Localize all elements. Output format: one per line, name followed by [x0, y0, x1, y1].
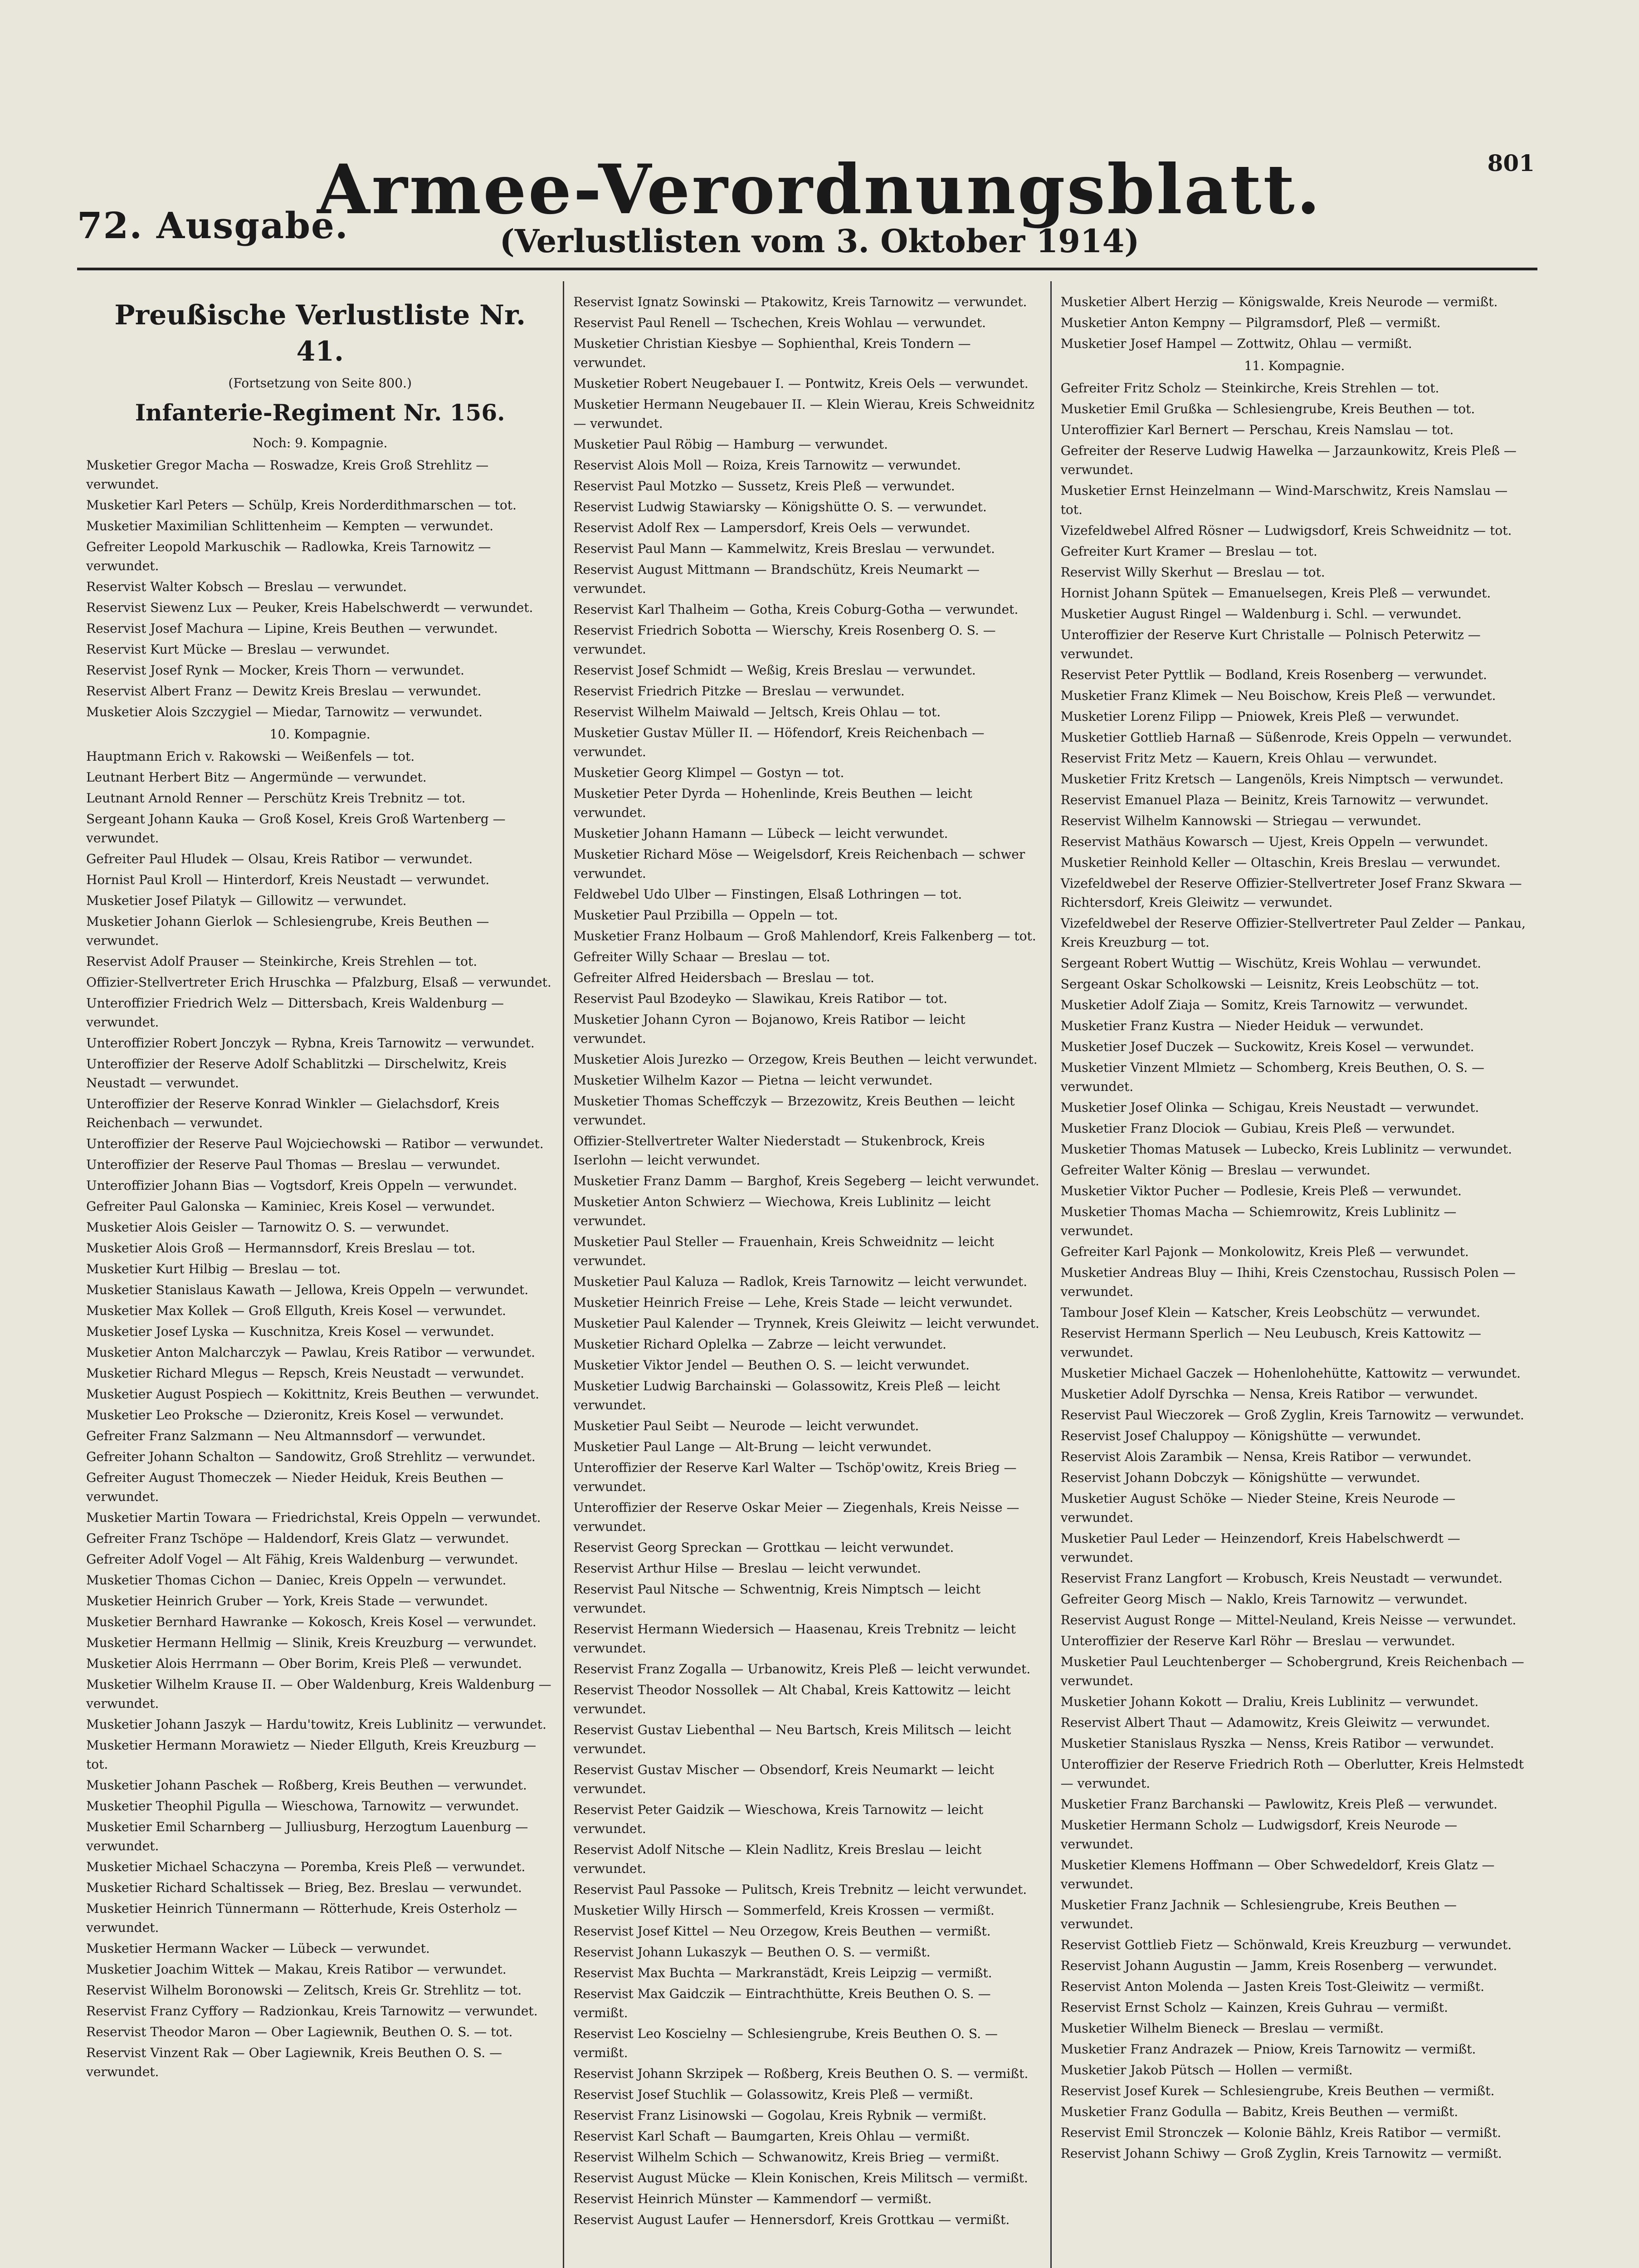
casualty-entry: Reservist Emil Stronczek — Kolonie Bählz, Kreis Ratibor — vermißt. — [1060, 2125, 1502, 2140]
casualty-entry: Musketier Bernhard Hawranke — Kokosch, Kreis Kosel — verwundet. — [86, 1614, 537, 1629]
casualty-entry: Reservist Wilhelm Maiwald — Jeltsch, Kreis Ohlau — tot. — [573, 704, 941, 719]
casualty-entry: Reservist Kurt Mücke — Breslau — verwundet. — [86, 642, 390, 657]
list-heading: Preußische Verlustliste Nr. 41. — [114, 299, 526, 367]
casualty-entry: Musketier Alois Szczygiel — Miedar, Tarnowitz — verwundet. — [86, 704, 483, 719]
casualty-entry: Reservist Paul Mann — Kammelwitz, Kreis Breslau — verwundet. — [573, 541, 995, 556]
casualty-entry: Musketier Heinrich Gruber — York, Kreis Stade — verwundet. — [86, 1593, 488, 1608]
casualty-entry: Musketier Johann Cyron — Bojanowo, Kreis Ratibor — leicht verwundet. — [573, 1012, 966, 1046]
casualty-entry: Feldwebel Udo Ulber — Finstingen, Elsaß Lothringen — tot. — [573, 887, 962, 902]
column-2 — [563, 281, 1050, 2268]
casualty-entry: Reservist Karl Schaft — Baumgarten, Kreis Ohlau — vermißt. — [573, 2129, 970, 2144]
casualty-entry: Reservist Johann Dobczyk — Königshütte — verwundet. — [1060, 1470, 1420, 1485]
casualty-entry: Hornist Johann Spütek — Emanuelsegen, Kreis Pleß — verwundet. — [1060, 586, 1491, 601]
casualty-entry: Musketier Gustav Müller II. — Höfendorf, Kreis Reichenbach — verwundet. — [573, 725, 985, 759]
casualty-entry: Reservist Josef Stuchlik — Golassowitz, Kreis Pleß — vermißt. — [573, 2087, 974, 2102]
casualty-entry: Reservist Josef Rynk — Mocker, Kreis Thorn — verwundet. — [86, 663, 464, 678]
casualty-entry: Musketier Wilhelm Krause II. — Ober Waldenburg, Kreis Waldenburg — verwundet. — [86, 1677, 551, 1711]
entry-list — [1061, 379, 1528, 2163]
casualty-entry: Musketier Richard Oplelka — Zabrze — leicht verwundet. — [573, 1337, 946, 1352]
casualty-entry: Reservist Mathäus Kowarsch — Ujest, Kreis Oppeln — verwundet. — [1060, 834, 1488, 849]
casualty-entry: Reservist Wilhelm Boronowski — Zelitsch, Kreis Gr. Strehlitz — tot. — [86, 1983, 522, 1998]
casualty-entry: Vizefeldwebel der Reserve Offizier-Stellvertreter Josef Franz Skwara — Richtersdorf, Kreis Gleiwitz — verwundet. — [1060, 876, 1522, 910]
casualty-entry: Musketier Joachim Wittek — Makau, Kreis Ratibor — verwundet. — [86, 1962, 507, 1977]
casualty-entry: Reservist Ernst Scholz — Kainzen, Kreis Guhrau — vermißt. — [1060, 2000, 1448, 2015]
casualty-entry: Unteroffizier der Reserve Paul Wojciechowski — Ratibor — verwundet. — [86, 1136, 544, 1151]
casualty-entry: Musketier Heinrich Tünnermann — Rötterhude, Kreis Osterholz — verwundet. — [86, 1901, 517, 1935]
casualty-entry: Vizefeldwebel der Reserve Offizier-Stellvertreter Paul Zelder — Pankau, Kreis Kreuzburg — tot. — [1060, 916, 1526, 950]
casualty-entry: Musketier Andreas Bluy — Ihihi, Kreis Czenstochau, Russisch Polen — verwundet. — [1060, 1265, 1516, 1299]
issue-label: 72. Ausgabe. — [77, 204, 349, 247]
casualty-entry: Musketier Paul Przibilla — Oppeln — tot. — [573, 908, 838, 923]
casualty-entry: Musketier Vinzent Mlmietz — Schomberg, Kreis Beuthen, O. S. — verwundet. — [1060, 1060, 1485, 1094]
casualty-entry: Musketier Ernst Heinzelmann — Wind-Marschwitz, Kreis Namslau — tot. — [1060, 483, 1508, 517]
casualty-entry: Musketier Josef Pilatyk — Gillowitz — verwundet. — [86, 893, 407, 908]
casualty-entry: Gefreiter der Reserve Ludwig Hawelka — Jarzaunkowitz, Kreis Pleß — verwundet. — [1060, 443, 1517, 477]
casualty-entry: Musketier Gregor Macha — Roswadze, Kreis Groß Strehlitz — verwundet. — [86, 458, 489, 492]
casualty-entry: Reservist Heinrich Münster — Kammendorf — vermißt. — [573, 2191, 932, 2206]
casualty-entry: Reservist Theodor Nossollek — Alt Chabal, Kreis Kattowitz — leicht verwundet. — [573, 1682, 1011, 1716]
casualty-entry: Musketier Paul Steller — Frauenhain, Kreis Schweidnitz — leicht verwundet. — [573, 1234, 995, 1268]
casualty-entry: Reservist Paul Bzodeyko — Slawikau, Kreis Ratibor — tot. — [573, 991, 948, 1006]
casualty-entry: Reservist Josef Schmidt — Weßig, Kreis Breslau — verwundet. — [573, 663, 976, 678]
casualty-entry: Reservist Alois Moll — Roiza, Kreis Tarnowitz — verwundet. — [573, 458, 961, 473]
casualty-entry: Reservist Ignatz Sowinski — Ptakowitz, Kreis Tarnowitz — verwundet. — [573, 294, 1027, 309]
casualty-entry: Musketier Wilhelm Bieneck — Breslau — vermißt. — [1060, 2021, 1384, 2036]
casualty-entry: Gefreiter Willy Schaar — Breslau — tot. — [573, 949, 830, 964]
casualty-entry: Gefreiter Leopold Markuschik — Radlowka, Kreis Tarnowitz — verwundet. — [86, 539, 491, 573]
continuation-note: (Fortsetzung von Seite 800.) — [228, 376, 412, 391]
casualty-entry: Reservist August Ronge — Mittel-Neuland, Kreis Neisse — verwundet. — [1060, 1613, 1517, 1628]
casualty-entry: Offizier-Stellvertreter Walter Niederstadt — Stukenbrock, Kreis Iserlohn — leicht verwundet. — [573, 1134, 985, 1168]
casualty-entry: Reservist Siewenz Lux — Peuker, Kreis Habelschwerdt — verwundet. — [86, 600, 533, 615]
company-heading: 11. Kompagnie. — [1244, 358, 1345, 373]
casualty-entry: Reservist Josef Machura — Lipine, Kreis Beuthen — verwundet. — [86, 621, 498, 636]
casualty-entry: Reservist Willy Skerhut — Breslau — tot. — [1060, 565, 1325, 580]
casualty-entry: Musketier Ludwig Barchainski — Golassowitz, Kreis Pleß — leicht verwundet. — [573, 1378, 1000, 1413]
casualty-entry: Musketier Franz Dlociok — Gubiau, Kreis Pleß — verwundet. — [1060, 1121, 1455, 1136]
casualty-entry: Unteroffizier der Reserve Kurt Christalle — Polnisch Peterwitz — verwundet. — [1060, 627, 1481, 661]
casualty-entry: Gefreiter Karl Pajonk — Monkolowitz, Kreis Pleß — verwundet. — [1060, 1244, 1469, 1259]
casualty-entry: Musketier Kurt Hilbig — Breslau — tot. — [86, 1261, 341, 1276]
casualty-entry: Unteroffizier Robert Jonczyk — Rybna, Kreis Tarnowitz — verwundet. — [86, 1036, 535, 1051]
casualty-entry: Musketier Hermann Wacker — Lübeck — verwundet. — [86, 1941, 430, 1956]
casualty-entry: Musketier Alois Herrmann — Ober Borim, Kreis Pleß — verwundet. — [86, 1656, 522, 1671]
entry-list — [1061, 293, 1528, 353]
casualty-entry: Musketier Robert Neugebauer I. — Pontwitz, Kreis Oels — verwundet. — [573, 376, 1029, 391]
casualty-entry: Leutnant Arnold Renner — Perschütz Kreis Trebnitz — tot. — [86, 791, 466, 806]
casualty-entry: Musketier Hermann Neugebauer II. — Klein Wierau, Kreis Schweidnitz — verwundet. — [573, 397, 1034, 431]
casualty-entry: Sergeant Oskar Scholkowski — Leisnitz, Kreis Leobschütz — tot. — [1060, 977, 1479, 992]
casualty-entry: Reservist Leo Koscielny — Schlesiengrube, Kreis Beuthen O. S. — vermißt. — [573, 2026, 998, 2060]
casualty-entry: Musketier Franz Holbaum — Groß Mahlendorf, Kreis Falkenberg — tot. — [573, 929, 1036, 943]
casualty-entry: Reservist Ludwig Stawiarsky — Königshütte O. S. — verwundet. — [573, 499, 987, 514]
company-heading: 10. Kompagnie. — [269, 727, 371, 742]
casualty-entry: Musketier Josef Lyska — Kuschnitza, Kreis Kosel — verwundet. — [86, 1324, 494, 1339]
casualty-entry: Reservist Friedrich Sobotta — Wierschy, Kreis Rosenberg O. S. — verwundet. — [573, 623, 996, 657]
casualty-entry: Musketier Wilhelm Kazor — Pietna — leicht verwundet. — [573, 1073, 933, 1088]
casualty-entry: Musketier Stanislaus Ryszka — Nenss, Kreis Ratibor — verwundet. — [1060, 1736, 1494, 1751]
casualty-entry: Musketier Martin Towara — Friedrichstal, Kreis Oppeln — verwundet. — [86, 1510, 541, 1525]
casualty-entry: Reservist August Mücke — Klein Konischen, Kreis Militsch — vermißt. — [573, 2170, 1028, 2185]
casualty-entry: Musketier Peter Dyrda — Hohenlinde, Kreis Beuthen — leicht verwundet. — [573, 786, 972, 820]
casualty-entry: Gefreiter Adolf Vogel — Alt Fähig, Kreis Waldenburg — verwundet. — [86, 1552, 518, 1567]
casualty-entry: Reservist Johann Augustin — Jamm, Kreis Rosenberg — verwundet. — [1060, 1958, 1498, 1973]
casualty-entry: Reservist Wilhelm Kannowski — Striegau — verwundet. — [1060, 813, 1421, 828]
casualty-entry: Musketier Georg Klimpel — Gostyn — tot. — [573, 765, 844, 780]
casualty-entry: Musketier Johann Paschek — Roßberg, Kreis Beuthen — verwundet. — [86, 1778, 527, 1793]
casualty-entry: Reservist Karl Thalheim — Gotha, Kreis Coburg-Gotha — verwundet. — [573, 602, 1019, 617]
casualty-entry: Musketier Willy Hirsch — Sommerfeld, Kreis Krossen — vermißt. — [573, 1903, 995, 1918]
casualty-entry: Musketier Hermann Morawietz — Nieder Ellguth, Kreis Kreuzburg — tot. — [86, 1738, 537, 1772]
casualty-entry: Gefreiter August Thomeczek — Nieder Heiduk, Kreis Beuthen — verwundet. — [86, 1470, 504, 1504]
casualty-entry: Musketier Hermann Hellmig — Slinik, Kreis Kreuzburg — verwundet. — [86, 1635, 537, 1650]
casualty-entry: Unteroffizier der Reserve Friedrich Roth — Oberlutter, Kreis Helmstedt — verwundet. — [1060, 1757, 1524, 1791]
casualty-entry: Musketier Franz Godulla — Babitz, Kreis Beuthen — vermißt. — [1060, 2104, 1459, 2119]
casualty-entry: Musketier Karl Peters — Schülp, Kreis Norderdithmarschen — tot. — [86, 498, 517, 513]
casualty-entry: Musketier Johann Hamann — Lübeck — leicht verwundet. — [573, 826, 948, 841]
casualty-entry: Musketier Lorenz Filipp — Pniowek, Kreis Pleß — verwundet. — [1060, 709, 1459, 724]
casualty-entry: Reservist Adolf Rex — Lampersdorf, Kreis Oels — verwundet. — [573, 520, 971, 535]
casualty-entry: Reservist Paul Passoke — Pulitsch, Kreis Trebnitz — leicht verwundet. — [573, 1882, 1027, 1897]
casualty-entry: Musketier Johann Gierlok — Schlesiengrube, Kreis Beuthen — verwundet. — [86, 914, 489, 948]
casualty-entry: Musketier Paul Röbig — Hamburg — verwundet. — [573, 437, 888, 452]
casualty-entry: Musketier Thomas Matusek — Lubecko, Kreis Lublinitz — verwundet. — [1060, 1142, 1512, 1157]
casualty-entry: Musketier Michael Schaczyna — Poremba, Kreis Pleß — verwundet. — [86, 1859, 526, 1874]
masthead-rule — [77, 268, 1537, 270]
casualty-entry: Reservist Josef Chaluppoy — Königshütte — verwundet. — [1060, 1428, 1421, 1443]
casualty-entry: Reservist Walter Kobsch — Breslau — verwundet. — [86, 579, 407, 594]
casualty-entry: Hornist Paul Kroll — Hinterdorf, Kreis Neustadt — verwundet. — [86, 872, 490, 887]
casualty-entry: Musketier Johann Jaszyk — Hardu'towitz, Kreis Lublinitz — verwundet. — [86, 1717, 546, 1732]
casualty-entry: Reservist Max Buchta — Markranstädt, Kreis Leipzig — vermißt. — [573, 1965, 992, 1980]
casualty-entry: Musketier August Schöke — Nieder Steine, Kreis Neurode — verwundet. — [1060, 1491, 1456, 1525]
casualty-entry: Reservist Alois Zarambik — Nensa, Kreis Ratibor — verwundet. — [1060, 1449, 1472, 1464]
casualty-entry: Unteroffizier Johann Bias — Vogtsdorf, Kreis Oppeln — verwundet. — [86, 1178, 517, 1193]
casualty-entry: Unteroffizier Friedrich Welz — Dittersbach, Kreis Waldenburg — verwundet. — [86, 996, 504, 1030]
casualty-entry: Musketier Josef Duczek — Suckowitz, Kreis Kosel — verwundet. — [1060, 1039, 1474, 1054]
entry-list — [573, 293, 1041, 2229]
casualty-entry: Reservist Friedrich Pitzke — Breslau — verwundet. — [573, 684, 905, 699]
casualty-entry: Unteroffizier der Reserve Paul Thomas — Breslau — verwundet. — [86, 1157, 501, 1172]
casualty-entry: Musketier Klemens Hoffmann — Ober Schwedeldorf, Kreis Glatz — verwundet. — [1060, 1857, 1495, 1892]
casualty-entry: Musketier Richard Mlegus — Repsch, Kreis Neustadt — verwundet. — [86, 1366, 525, 1381]
casualty-entry: Musketier Paul Kaluza — Radlok, Kreis Tarnowitz — leicht verwundet. — [573, 1274, 1028, 1289]
casualty-entry: Musketier Anton Schwierz — Wiechowa, Kreis Lublinitz — leicht verwundet. — [573, 1194, 991, 1228]
masthead-subtitle: (Verlustlisten vom 3. Oktober 1914) — [499, 222, 1140, 260]
casualty-entry: Musketier Franz Damm — Barghof, Kreis Segeberg — leicht verwundet. — [573, 1173, 1039, 1188]
casualty-entry: Musketier Josef Hampel — Zottwitz, Ohlau — vermißt. — [1060, 336, 1412, 351]
company-heading: Noch: 9. Kompagnie. — [252, 435, 388, 450]
casualty-entry: Reservist Hermann Wiedersich — Haasenau, Kreis Trebnitz — leicht verwundet. — [573, 1622, 1016, 1656]
casualty-entry: Reservist Johann Schiwy — Groß Zyglin, Kreis Tarnowitz — vermißt. — [1060, 2146, 1502, 2161]
casualty-entry: Unteroffizier der Reserve Karl Walter — Tschöp'owitz, Kreis Brieg — verwundet. — [573, 1460, 1017, 1494]
casualty-entry: Gefreiter Fritz Scholz — Steinkirche, Kreis Strehlen — tot. — [1060, 381, 1439, 396]
casualty-entry: Musketier Emil Grußka — Schlesiengrube, Kreis Beuthen — tot. — [1060, 401, 1475, 416]
casualty-entry: Musketier Richard Möse — Weigelsdorf, Kreis Reichenbach — schwer verwundet. — [573, 847, 1025, 881]
casualty-entry: Musketier Viktor Pucher — Podlesie, Kreis Pleß — verwundet. — [1060, 1183, 1462, 1198]
casualty-entry: Reservist August Mittmann — Brandschütz, Kreis Neumarkt — verwundet. — [573, 562, 980, 596]
casualty-entry: Musketier Josef Olinka — Schigau, Kreis Neustadt — verwundet. — [1060, 1100, 1479, 1115]
casualty-entry: Musketier Thomas Cichon — Daniec, Kreis Oppeln — verwundet. — [86, 1573, 507, 1588]
casualty-entry: Musketier Michael Gaczek — Hohenlohehütte, Kattowitz — verwundet. — [1060, 1366, 1521, 1381]
casualty-entry: Musketier Albert Herzig — Königswalde, Kreis Neurode — vermißt. — [1060, 294, 1498, 309]
casualty-entry: Musketier Jakob Pütsch — Hollen — vermißt. — [1060, 2063, 1353, 2077]
casualty-entry: Musketier Maximilian Schlittenheim — Kempten — verwundet. — [86, 518, 493, 533]
casualty-entry: Musketier Adolf Ziaja — Somitz, Kreis Tarnowitz — verwundet. — [1060, 997, 1468, 1012]
casualty-entry: Musketier Stanislaus Kawath — Jellowa, Kreis Oppeln — verwundet. — [86, 1282, 529, 1297]
casualty-entry: Musketier Fritz Kretsch — Langenöls, Kreis Nimptsch — verwundet. — [1060, 772, 1504, 787]
column-3 — [1050, 281, 1537, 2268]
casualty-entry: Musketier Anton Kempny — Pilgramsdorf, Pleß — vermißt. — [1060, 315, 1441, 330]
casualty-entry: Reservist Johann Lukaszyk — Beuthen O. S. — vermißt. — [573, 1945, 931, 1960]
casualty-entry: Vizefeldwebel Alfred Rösner — Ludwigsdorf, Kreis Schweidnitz — tot. — [1060, 523, 1512, 538]
casualty-entry: Musketier August Ringel — Waldenburg i. Schl. — verwundet. — [1060, 606, 1462, 621]
casualty-entry: Musketier Hermann Scholz — Ludwigsdorf, Kreis Neurode — verwundet. — [1060, 1818, 1458, 1852]
casualty-entry: Reservist Franz Cyffory — Radzionkau, Kreis Tarnowitz — verwundet. — [86, 2004, 538, 2019]
casualty-entry: Musketier Leo Proksche — Dzieronitz, Kreis Kosel — verwundet. — [86, 1408, 504, 1422]
casualty-entry: Gefreiter Johann Schalton — Sandowitz, Groß Strehlitz — verwundet. — [86, 1449, 536, 1464]
casualty-entry: Musketier Franz Andrazek — Pniow, Kreis Tarnowitz — vermißt. — [1060, 2042, 1476, 2057]
casualty-entry: Gefreiter Walter König — Breslau — verwundet. — [1060, 1163, 1371, 1178]
casualty-entry: Unteroffizier der Reserve Oskar Meier — Ziegenhals, Kreis Neisse — verwundet. — [573, 1500, 1019, 1534]
casualty-entry: Musketier Johann Kokott — Draliu, Kreis Lublinitz — verwundet. — [1060, 1694, 1479, 1709]
casualty-entry: Reservist Albert Thaut — Adamowitz, Kreis Gleiwitz — verwundet. — [1060, 1715, 1490, 1730]
casualty-entry: Reservist Gottlieb Fietz — Schönwald, Kreis Kreuzburg — verwundet. — [1060, 1937, 1512, 1952]
casualty-entry: Tambour Josef Klein — Katscher, Kreis Leobschütz — verwundet. — [1060, 1305, 1481, 1320]
page-number: 801 — [1487, 150, 1535, 176]
casualty-entry: Reservist Johann Skrzipek — Roßberg, Kreis Beuthen O. S. — vermißt. — [573, 2066, 1029, 2081]
casualty-entry: Musketier Viktor Jendel — Beuthen O. S. — leicht verwundet. — [573, 1358, 970, 1373]
casualty-entry: Reservist Adolf Prauser — Steinkirche, Kreis Strehlen — tot. — [86, 954, 478, 969]
casualty-entry: Reservist Arthur Hilse — Breslau — leicht verwundet. — [573, 1561, 922, 1576]
casualty-entry: Reservist Peter Gaidzik — Wieschowa, Kreis Tarnowitz — leicht verwundet. — [573, 1802, 984, 1836]
casualty-entry: Gefreiter Alfred Heidersbach — Breslau — tot. — [573, 970, 874, 985]
casualty-entry: Musketier Christian Kiesbye — Sophienthal, Kreis Tondern — verwundet. — [573, 336, 971, 370]
casualty-entry: Reservist Anton Molenda — Jasten Kreis Tost-Gleiwitz — vermißt. — [1060, 1979, 1485, 1994]
regiment-heading: Infanterie-Regiment Nr. 156. — [135, 399, 505, 426]
casualty-entry: Musketier Reinhold Keller — Oltaschin, Kreis Breslau — verwundet. — [1060, 855, 1501, 870]
casualty-entry: Reservist Hermann Sperlich — Neu Leubusch, Kreis Kattowitz — verwundet. — [1060, 1326, 1481, 1360]
casualty-entry: Sergeant Johann Kauka — Groß Kosel, Kreis Groß Wartenberg — verwundet. — [86, 811, 506, 846]
casualty-entry: Musketier Franz Barchanski — Pawlowitz, Kreis Pleß — verwundet. — [1060, 1797, 1498, 1812]
casualty-entry: Musketier Thomas Macha — Schiemrowitz, Kreis Lublinitz — verwundet. — [1060, 1204, 1457, 1238]
casualty-entry: Reservist Vinzent Rak — Ober Lagiewnik, Kreis Beuthen O. S. — verwundet. — [86, 2045, 502, 2079]
casualty-entry: Reservist Adolf Nitsche — Klein Nadlitz, Kreis Breslau — leicht verwundet. — [573, 1842, 982, 1876]
casualty-entry: Reservist Georg Spreckan — Grottkau — leicht verwundet. — [573, 1540, 954, 1555]
casualty-entry: Musketier Paul Seibt — Neurode — leicht verwundet. — [573, 1418, 919, 1433]
casualty-entry: Gefreiter Franz Salzmann — Neu Altmannsdorf — verwundet. — [86, 1428, 486, 1443]
casualty-entry: Offizier-Stellvertreter Erich Hruschka — Pfalzburg, Elsaß — verwundet. — [86, 975, 551, 990]
casualty-entry: Unteroffizier Karl Bernert — Perschau, Kreis Namslau — tot. — [1060, 422, 1454, 437]
casualty-entry: Reservist Peter Pyttlik — Bodland, Kreis Rosenberg — verwundet. — [1060, 667, 1487, 682]
casualty-entry: Reservist Paul Nitsche — Schwentnig, Kreis Nimptsch — leicht verwundet. — [573, 1582, 980, 1616]
casualty-entry: Reservist Franz Langfort — Krobusch, Kreis Neustadt — verwundet. — [1060, 1571, 1502, 1586]
column-1 — [77, 281, 563, 2268]
casualty-entry: Gefreiter Kurt Kramer — Breslau — tot. — [1060, 544, 1317, 559]
casualty-entry: Musketier Paul Kalender — Trynnek, Kreis Gleiwitz — leicht verwundet. — [573, 1316, 1039, 1331]
casualty-entry: Unteroffizier der Reserve Adolf Schablitzki — Dirschelwitz, Kreis Neustadt — verwundet. — [86, 1056, 507, 1090]
casualty-entry: Musketier Gottlieb Harnaß — Süßenrode, Kreis Oppeln — verwundet. — [1060, 730, 1512, 745]
casualty-entry: Reservist Gustav Liebenthal — Neu Bartsch, Kreis Militsch — leicht verwundet. — [573, 1722, 1011, 1756]
casualty-entry: Reservist Albert Franz — Dewitz Kreis Breslau — verwundet. — [86, 684, 482, 699]
casualty-entry: Reservist Fritz Metz — Kauern, Kreis Ohlau — verwundet. — [1060, 751, 1438, 766]
casualty-entry: Musketier Franz Jachnik — Schlesiengrube, Kreis Beuthen — verwundet. — [1060, 1897, 1457, 1931]
casualty-entry: Musketier Adolf Dyrschka — Nensa, Kreis Ratibor — verwundet. — [1060, 1387, 1478, 1402]
casualty-entry: Reservist Franz Lisinowski — Gogolau, Kreis Rybnik — vermißt. — [573, 2108, 987, 2123]
casualty-entry: Reservist Wilhelm Schich — Schwanowitz, Kreis Brieg — vermißt. — [573, 2150, 1000, 2165]
casualty-entry: Sergeant Robert Wuttig — Wischütz, Kreis Wohlau — verwundet. — [1060, 956, 1481, 971]
casualty-entry: Musketier Heinrich Freise — Lehe, Kreis Stade — leicht verwundet. — [573, 1295, 1013, 1310]
casualty-entry: Musketier Theophil Pigulla — Wieschowa, Tarnowitz — verwundet. — [86, 1799, 519, 1813]
casualty-entry: Reservist Josef Kittel — Neu Orzegow, Kreis Beuthen — vermißt. — [573, 1924, 991, 1939]
masthead-title: Armee-Verordnungsblatt. — [317, 150, 1322, 230]
casualty-entry: Gefreiter Franz Tschöpe — Haldendorf, Kreis Glatz — verwundet. — [86, 1531, 509, 1546]
casualty-entry: Musketier Alois Groß — Hermannsdorf, Kreis Breslau — tot. — [86, 1241, 476, 1256]
casualty-entry: Musketier Alois Geisler — Tarnowitz O. S. — verwundet. — [86, 1220, 449, 1235]
casualty-entry: Reservist Gustav Mischer — Obsendorf, Kreis Neumarkt — leicht verwundet. — [573, 1762, 994, 1796]
casualty-entry: Reservist Max Gaidczik — Eintrachthütte, Kreis Beuthen O. S. — vermißt. — [573, 1986, 991, 2020]
casualty-entry: Reservist Theodor Maron — Ober Lagiewnik, Beuthen O. S. — tot. — [86, 2024, 513, 2039]
entry-list — [86, 456, 554, 722]
casualty-entry: Musketier Paul Leder — Heinzendorf, Kreis Habelschwerdt — verwundet. — [1060, 1531, 1460, 1565]
casualty-entry: Hauptmann Erich v. Rakowski — Weißenfels — tot. — [86, 749, 415, 764]
casualty-entry: Reservist Franz Zogalla — Urbanowitz, Kreis Pleß — leicht verwundet. — [573, 1662, 1031, 1677]
casualty-entry: Gefreiter Georg Misch — Naklo, Kreis Tarnowitz — verwundet. — [1060, 1592, 1468, 1607]
casualty-entry: Musketier Thomas Scheffczyk — Brzezowitz, Kreis Beuthen — leicht verwundet. — [573, 1094, 1015, 1128]
casualty-entry: Reservist Josef Kurek — Schlesiengrube, Kreis Beuthen — vermißt. — [1060, 2083, 1495, 2098]
casualty-entry: Musketier Franz Klimek — Neu Boischow, Kreis Pleß — verwundet. — [1060, 688, 1496, 703]
casualty-entry: Unteroffizier der Reserve Konrad Winkler — Gielachsdorf, Kreis Reichenbach — verwundet. — [86, 1096, 500, 1130]
casualty-entry: Musketier Max Kollek — Groß Ellguth, Kreis Kosel — verwundet. — [86, 1303, 506, 1318]
casualty-entry: Musketier Alois Jurezko — Orzegow, Kreis Beuthen — leicht verwundet. — [573, 1052, 1038, 1067]
columns — [77, 281, 1537, 2268]
casualty-entry: Leutnant Herbert Bitz — Angermünde — verwundet. — [86, 770, 427, 785]
casualty-entry: Musketier Anton Malcharczyk — Pawlau, Kreis Ratibor — verwundet. — [86, 1345, 535, 1360]
casualty-entry: Musketier Paul Leuchtenberger — Schobergrund, Kreis Reichenbach — verwundet. — [1060, 1654, 1524, 1688]
casualty-entry: Musketier Paul Lange — Alt-Brung — leicht verwundet. — [573, 1439, 932, 1454]
casualty-entry: Musketier Franz Kustra — Nieder Heiduk — verwundet. — [1060, 1018, 1424, 1033]
casualty-entry: Reservist Paul Renell — Tschechen, Kreis Wohlau — verwundet. — [573, 315, 986, 330]
casualty-entry: Musketier Emil Scharnberg — Julliusburg, Herzogtum Lauenburg — verwundet. — [86, 1819, 528, 1853]
casualty-entry: Musketier August Pospiech — Kokittnitz, Kreis Beuthen — verwundet. — [86, 1387, 539, 1402]
casualty-entry: Unteroffizier der Reserve Karl Röhr — Breslau — verwundet. — [1060, 1633, 1455, 1648]
casualty-entry: Gefreiter Paul Hludek — Olsau, Kreis Ratibor — verwundet. — [86, 851, 473, 866]
casualty-entry: Reservist Emanuel Plaza — Beinitz, Kreis Tarnowitz — verwundet. — [1060, 792, 1489, 807]
casualty-entry: Reservist Paul Motzko — Sussetz, Kreis Pleß — verwundet. — [573, 479, 955, 494]
casualty-entry: Gefreiter Paul Galonska — Kaminiec, Kreis Kosel — verwundet. — [86, 1199, 495, 1214]
casualty-entry: Reservist August Laufer — Hennersdorf, Kreis Grottkau — vermißt. — [573, 2212, 1010, 2227]
casualty-entry: Reservist Paul Wieczorek — Groß Zyglin, Kreis Tarnowitz — verwundet. — [1060, 1408, 1524, 1422]
entry-list — [86, 747, 554, 2082]
casualty-entry: Musketier Richard Schaltissek — Brieg, Bez. Breslau — verwundet. — [86, 1880, 522, 1895]
